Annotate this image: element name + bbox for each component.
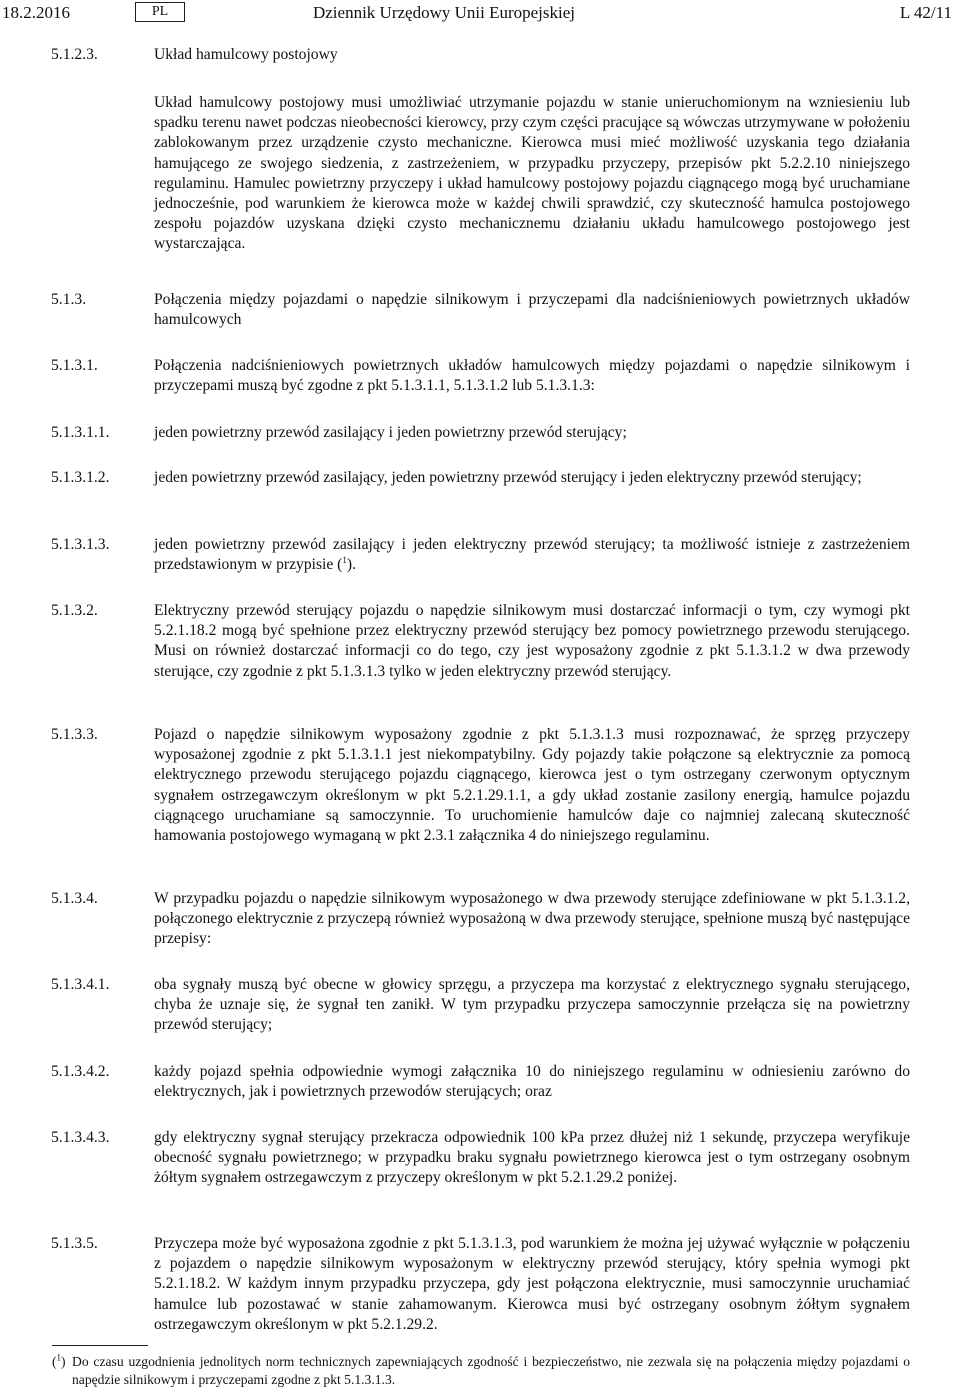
section-text-tail: ).	[346, 556, 356, 574]
page-header	[0, 0, 960, 26]
section-heading: Połączenia między pojazdami o napędzie silnikowym i przyczepami dla nadciśnieniowych powietrznych układów hamulcowych	[154, 291, 910, 329]
section-number: 5.1.3.1.	[51, 357, 98, 374]
section-number: 5.1.3.2.	[51, 602, 98, 619]
section-number: 5.1.3.	[51, 291, 87, 308]
section-text: Połączenia nadciśnieniowych powietrznych układów hamulcowych między pojazdami o napędzie silnikowym i przyczepami muszą być zgodne z pkt 5.1.3.1.1, 5.1.3.1.2 lub 5.1.3.1.3:	[154, 357, 910, 395]
section-text: oba sygnały muszą być obecne w głowicy sprzęgu, a przyczepa ma korzystać z elektrycznego sygnału sterującego, chyba że uznaje się, że sygnał ten zanikł. W tym przypadku przyczepa samoczynnie przełącza się na powietrzny przewód sterujący;	[154, 976, 910, 1034]
section-text: jeden powietrzny przewód zasilający i jeden powietrzny przewód sterujący;	[154, 424, 627, 441]
paragraph-text: Układ hamulcowy postojowy musi umożliwiać utrzymanie pojazdu w stanie unieruchomionym na wzniesieniu lub spadku terenu nawet podczas nieobecności kierowcy, przy czym części pracujące są wówczas utrzymywane w położeniu zablokowanym przez urządzenie czysto mechaniczne. Kierowca musi mieć możliwość uzyskania tego działania hamującego ze swojego siedzenia, z zastrzeżeniem, w przypadku przyczepy, przepisów pkt 5.2.2.10 niniejszego regulaminu. Hamulec powietrzny przyczepy i układ hamulcowy postojowy pojazdu ciągnącego mogą być uruchamiane jednocześnie, pod warunkiem że kierowca może w każdej chwili sprawdzić, czy skuteczność hamulca postojowego zespołu pojazdów uzyskana dzięki czysto mechanicznemu działaniu układu hamulcowego postojowego jest wystarczająca.	[154, 94, 910, 253]
footnote-divider	[52, 1345, 148, 1346]
journal-title: Dziennik Urzędowy Unii Europejskiej	[312, 3, 575, 22]
section-number: 5.1.3.1.2.	[51, 469, 110, 486]
section-heading: Układ hamulcowy postojowy	[154, 46, 338, 63]
section-text: jeden powietrzny przewód zasilający, jeden powietrzny przewód sterujący i jeden elektryczny przewód sterujący;	[154, 469, 862, 486]
publication-date: 18.2.2016	[2, 3, 70, 22]
section-number: 5.1.3.4.	[51, 890, 98, 907]
section-text: gdy elektryczny sygnał sterujący przekracza odpowiednik 100 kPa przez dłużej niż 1 sekundę, przyczepa weryfikuje obecność sygnału powietrznego; w przypadku braku sygnału powietrznego kierowca jest o tym ostrzegany osobnym żółtym sygnałem ostrzegawczym z przyczepy określonym w pkt 5.2.1.29.2 poniżej.	[154, 1129, 910, 1187]
section-number: 5.1.3.4.2.	[51, 1063, 110, 1080]
section-text: Przyczepa może być wyposażona zgodnie z pkt 5.1.3.1.3, pod warunkiem że można jej używać wyłącznie w połączeniu z pojazdem o napędzie silnikowym wyposażonym w elektryczny przewód sterujący, który spełnia wymogi pkt 5.2.1.18.2. W każdym innym przypadku przyczepa, gdy jest połączona elektrycznie, musi samoczynnie uruchamiać hamulce lub pozostawać w stanie zahamowanym. Kierowca musi być ostrzegany osobnym żółtym sygnałem ostrzegawczym określonym w pkt 5.2.1.29.2.	[154, 1235, 910, 1333]
footnote-reference[interactable]: 1	[342, 555, 347, 566]
section-number: 5.1.3.4.3.	[51, 1129, 110, 1146]
section-text: W przypadku pojazdu o napędzie silnikowym wyposażonego w dwa przewody sterujące zdefiniowane w pkt 5.1.3.1.2, połączonego elektrycznie z przyczepą również wyposażoną w dwa przewody sterujące, spełnione muszą być następujące przepisy:	[154, 890, 910, 948]
section-text	[154, 535, 910, 575]
section-text-body: jeden powietrzny przewód zasilający i jeden elektryczny przewód sterujący; ta możliwość istnieje z zastrzeżeniem przedstawionym w przypisie (	[154, 536, 910, 574]
section-number: 5.1.3.1.1.	[51, 424, 110, 441]
section-number: 5.1.3.5.	[51, 1235, 98, 1252]
page-number: L 42/11	[899, 3, 952, 22]
section-number: 5.1.2.3.	[51, 46, 98, 63]
section-text: Pojazd o napędzie silnikowym wyposażony zgodnie z pkt 5.1.3.1.3 musi rozpoznawać, że sprzęg przyczepy wyposażonej zgodnie z pkt 5.1.3.1.1 jest niekompatybilny. Gdy pojazdy takie połączone są elektrycznie za pomocą elektrycznego przewodu sterującego pojazdu ciągnącego, kierowca jest o tym ostrzegany czerwonym optycznym sygnałem ostrzegawczym określonym w pkt 5.2.1.29.1.1, a gdy układ zostanie zasilony energią, hamulce pojazdu ciągnącego uruchamiane są samoczynnie. To uruchomienie hamulców daje co najmniej zalecaną skuteczność hamowania postojowego wymaganą w pkt 2.3.1 załącznika 4 do niniejszego regulaminu.	[154, 726, 910, 845]
footnote-marker: ($^1$)	[52, 1352, 66, 1369]
section-text: Elektryczny przewód sterujący pojazdu o napędzie silnikowym musi dostarczać informacji o tym, czy wymogi pkt 5.2.1.18.2 mogą być spełnione przez elektryczny przewód sterujący bez pomocy powietrznego przewodu sterującego. Musi on również dostarczać informacji co do tego, czy jest wyposażony zgodnie z pkt 5.1.3.1.2 w dwa przewody sterujące, czy zgodnie z pkt 5.1.3.1.3 tylko w jeden elektryczny przewód sterujący.	[154, 602, 910, 680]
section-number: 5.1.3.3.	[51, 726, 98, 743]
footnote-text: Do czasu uzgodnienia jednolitych norm technicznych zapewniających zgodność i bezpieczeństwo, nie zezwala się na połączenia między pojazdami o napędzie silnikowym i przyczepami zgodne z pkt 5.1.3.1.3.	[72, 1354, 910, 1387]
language-badge: PL	[135, 2, 185, 22]
section-text: każdy pojazd spełnia odpowiednie wymogi załącznika 10 do niniejszego regulaminu w odniesieniu zarówno do elektrycznych, jak i powietrznych przewodów sterujących; oraz	[154, 1063, 910, 1101]
section-number: 5.1.3.4.1.	[51, 976, 110, 993]
footnote-number: 1	[56, 1352, 62, 1363]
section-number: 5.1.3.1.3.	[51, 536, 110, 553]
